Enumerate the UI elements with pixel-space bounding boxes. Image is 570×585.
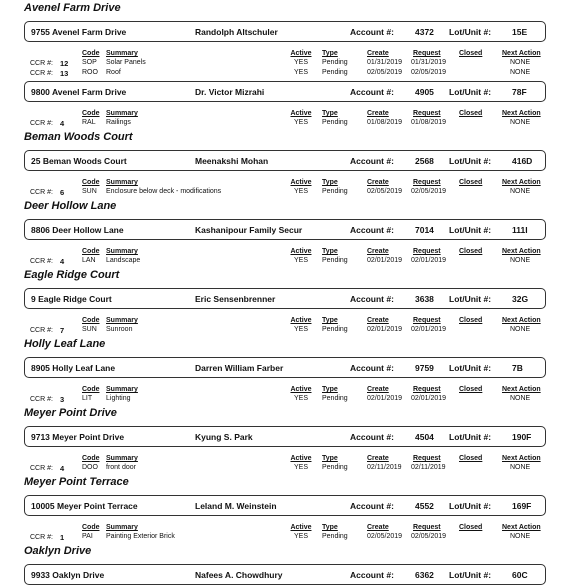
request-header: Request xyxy=(413,110,441,117)
code-header: Code xyxy=(82,179,100,186)
account-number: 3638 xyxy=(415,294,434,304)
next-action-value: NONE xyxy=(510,395,531,402)
account-number: 4504 xyxy=(415,432,434,442)
street-heading: Deer Hollow Lane xyxy=(24,200,117,212)
account-number: 4372 xyxy=(415,27,434,37)
request-header: Request xyxy=(413,50,441,57)
next-action-header: Next Action xyxy=(502,179,541,186)
account-box xyxy=(24,288,546,309)
account-box xyxy=(24,564,546,585)
ccr-label: CCR #: xyxy=(30,60,53,67)
active-header: Active xyxy=(290,110,312,117)
create-date: 02/01/2019 xyxy=(367,326,403,333)
summary-header: Summary xyxy=(106,179,138,186)
ccr-label: CCR #: xyxy=(30,70,53,77)
type-header: Type xyxy=(322,455,338,462)
type-value: Pending xyxy=(322,59,348,66)
request-header: Request xyxy=(413,179,441,186)
type-value: Pending xyxy=(322,257,348,264)
next-action-header: Next Action xyxy=(502,455,541,462)
account-label: Account #: xyxy=(350,501,394,511)
code-value: DOO xyxy=(82,464,98,471)
closed-header: Closed xyxy=(459,50,483,57)
ccr-label: CCR #: xyxy=(30,465,53,472)
request-date: 01/08/2019 xyxy=(411,119,447,126)
ccr-number: 7 xyxy=(60,326,65,335)
active-value: YES xyxy=(293,59,308,66)
active-header: Active xyxy=(290,50,312,57)
summary-header: Summary xyxy=(106,248,138,255)
closed-header: Closed xyxy=(459,524,483,531)
next-action-header: Next Action xyxy=(502,386,541,393)
active-header: Active xyxy=(290,524,312,531)
ccr-number: 4 xyxy=(60,257,65,266)
active-value: YES xyxy=(293,119,308,126)
summary-header: Summary xyxy=(106,386,138,393)
active-header: Active xyxy=(290,179,312,186)
account-box xyxy=(24,219,546,240)
ccr-label: CCR #: xyxy=(30,396,53,403)
create-date: 02/01/2019 xyxy=(367,395,403,402)
type-value: Pending xyxy=(322,395,348,402)
summary-header: Summary xyxy=(106,110,138,117)
account-number: 6362 xyxy=(415,570,434,580)
ccr-number: 6 xyxy=(60,188,65,197)
account-box xyxy=(24,21,546,42)
create-header: Create xyxy=(367,524,389,531)
active-value: YES xyxy=(293,69,308,76)
active-value: YES xyxy=(293,464,308,471)
owner-name: Kyung S. Park xyxy=(195,432,253,442)
code-header: Code xyxy=(82,248,100,255)
create-date: 01/31/2019 xyxy=(367,59,403,66)
street-heading: Holly Leaf Lane xyxy=(24,338,106,350)
create-header: Create xyxy=(367,248,389,255)
closed-header: Closed xyxy=(459,386,483,393)
request-header: Request xyxy=(413,524,441,531)
lot-unit-value: 7B xyxy=(512,363,523,373)
account-label: Account #: xyxy=(350,225,394,235)
active-header: Active xyxy=(290,248,312,255)
owner-name: Eric Sensenbrenner xyxy=(195,294,276,304)
request-header: Request xyxy=(413,248,441,255)
type-header: Type xyxy=(322,110,338,117)
lot-unit-value: 111I xyxy=(512,225,528,235)
summary-header: Summary xyxy=(106,317,138,324)
create-date: 02/05/2019 xyxy=(367,533,403,540)
account-label: Account #: xyxy=(350,156,394,166)
code-value: PAI xyxy=(82,533,93,540)
address: 9713 Meyer Point Drive xyxy=(31,432,125,442)
summary-header: Summary xyxy=(106,455,138,462)
request-date: 02/05/2019 xyxy=(411,188,447,195)
next-action-header: Next Action xyxy=(502,248,541,255)
active-value: YES xyxy=(293,533,308,540)
lot-unit-label: Lot/Unit #: xyxy=(449,87,492,97)
account-label: Account #: xyxy=(350,87,394,97)
code-header: Code xyxy=(82,524,100,531)
lot-unit-label: Lot/Unit #: xyxy=(449,27,492,37)
address: 10005 Meyer Point Terrace xyxy=(31,501,138,511)
next-action-header: Next Action xyxy=(502,524,541,531)
summary-header: Summary xyxy=(106,524,138,531)
create-date: 02/05/2019 xyxy=(367,69,403,76)
type-header: Type xyxy=(322,50,338,57)
street-heading: Meyer Point Drive xyxy=(24,407,117,419)
street-heading: Eagle Ridge Court xyxy=(24,269,120,281)
code-header: Code xyxy=(82,386,100,393)
ccr-label: CCR #: xyxy=(30,258,53,265)
type-header: Type xyxy=(322,386,338,393)
code-value: LIT xyxy=(82,395,93,402)
summary-header: Summary xyxy=(106,50,138,57)
owner-name: Kashanipour Family Secur xyxy=(195,225,303,235)
code-value: SUN xyxy=(82,188,97,195)
owner-name: Randolph Altschuler xyxy=(195,27,278,37)
account-number: 7014 xyxy=(415,225,434,235)
code-header: Code xyxy=(82,317,100,324)
lot-unit-label: Lot/Unit #: xyxy=(449,570,492,580)
next-action-value: NONE xyxy=(510,533,531,540)
next-action-value: NONE xyxy=(510,464,531,471)
next-action-header: Next Action xyxy=(502,110,541,117)
active-header: Active xyxy=(290,455,312,462)
type-value: Pending xyxy=(322,188,348,195)
closed-header: Closed xyxy=(459,248,483,255)
summary-value: Sunroon xyxy=(106,326,133,333)
owner-name: Nafees A. Chowdhury xyxy=(195,570,283,580)
code-value: RAL xyxy=(82,119,96,126)
lot-unit-value: 78F xyxy=(512,87,527,97)
lot-unit-label: Lot/Unit #: xyxy=(449,501,492,511)
closed-header: Closed xyxy=(459,110,483,117)
create-header: Create xyxy=(367,179,389,186)
next-action-value: NONE xyxy=(510,59,531,66)
closed-header: Closed xyxy=(459,179,483,186)
lot-unit-label: Lot/Unit #: xyxy=(449,225,492,235)
closed-header: Closed xyxy=(459,317,483,324)
lot-unit-label: Lot/Unit #: xyxy=(449,156,492,166)
address: 9933 Oaklyn Drive xyxy=(31,570,105,580)
request-date: 02/01/2019 xyxy=(411,395,447,402)
type-header: Type xyxy=(322,248,338,255)
account-label: Account #: xyxy=(350,363,394,373)
ccr-label: CCR #: xyxy=(30,534,53,541)
ccr-label: CCR #: xyxy=(30,189,53,196)
closed-header: Closed xyxy=(459,455,483,462)
summary-value: Railings xyxy=(106,119,131,126)
type-value: Pending xyxy=(322,464,348,471)
lot-unit-label: Lot/Unit #: xyxy=(449,432,492,442)
type-value: Pending xyxy=(322,119,348,126)
code-header: Code xyxy=(82,110,100,117)
summary-value: Painting Exterior Brick xyxy=(106,533,175,540)
lot-unit-value: 416D xyxy=(512,156,533,166)
street-heading: Beman Woods Court xyxy=(24,131,133,143)
active-value: YES xyxy=(293,326,308,333)
request-date: 01/31/2019 xyxy=(411,59,447,66)
account-number: 4905 xyxy=(415,87,434,97)
create-date: 02/05/2019 xyxy=(367,188,403,195)
account-box xyxy=(24,81,546,102)
account-box xyxy=(24,426,546,447)
request-date: 02/05/2019 xyxy=(411,69,447,76)
street-heading: Meyer Point Terrace xyxy=(24,476,129,488)
account-number: 4552 xyxy=(415,501,434,511)
active-header: Active xyxy=(290,386,312,393)
type-value: Pending xyxy=(322,326,348,333)
lot-unit-label: Lot/Unit #: xyxy=(449,363,492,373)
request-date: 02/01/2019 xyxy=(411,326,447,333)
active-value: YES xyxy=(293,188,308,195)
summary-value: Solar Panels xyxy=(106,59,146,66)
request-header: Request xyxy=(413,317,441,324)
next-action-value: NONE xyxy=(510,257,531,264)
code-header: Code xyxy=(82,50,100,57)
account-label: Account #: xyxy=(350,570,394,580)
account-number: 2568 xyxy=(415,156,434,166)
next-action-value: NONE xyxy=(510,326,531,333)
next-action-value: NONE xyxy=(510,188,531,195)
type-header: Type xyxy=(322,317,338,324)
lot-unit-value: 60C xyxy=(512,570,528,580)
owner-name: Dr. Victor Mizrahi xyxy=(195,87,265,97)
ccr-number: 4 xyxy=(60,119,65,128)
address: 9 Eagle Ridge Court xyxy=(31,294,112,304)
create-date: 01/08/2019 xyxy=(367,119,403,126)
active-header: Active xyxy=(290,317,312,324)
type-header: Type xyxy=(322,179,338,186)
code-value: SUN xyxy=(82,326,97,333)
next-action-value: NONE xyxy=(510,69,531,76)
summary-value: Enclosure below deck - modifications xyxy=(106,188,222,195)
ccr-label: CCR #: xyxy=(30,327,53,334)
address: 8806 Deer Hollow Lane xyxy=(31,225,124,235)
create-header: Create xyxy=(367,110,389,117)
ccr-number: 13 xyxy=(60,69,69,78)
summary-value: Roof xyxy=(106,69,121,76)
address: 8905 Holly Leaf Lane xyxy=(31,363,116,373)
request-date: 02/05/2019 xyxy=(411,533,447,540)
account-number: 9759 xyxy=(415,363,434,373)
owner-name: Darren William Farber xyxy=(195,363,284,373)
account-box xyxy=(24,495,546,516)
owner-name: Meenakshi Mohan xyxy=(195,156,269,166)
lot-unit-label: Lot/Unit #: xyxy=(449,294,492,304)
code-value: ROO xyxy=(82,69,98,76)
ccr-number: 3 xyxy=(60,395,65,404)
create-header: Create xyxy=(367,455,389,462)
code-value: SOP xyxy=(82,59,97,66)
account-label: Account #: xyxy=(350,294,394,304)
code-value: LAN xyxy=(82,257,96,264)
street-heading: Avenel Farm Drive xyxy=(24,2,121,14)
type-value: Pending xyxy=(322,533,348,540)
create-date: 02/11/2019 xyxy=(367,464,402,471)
next-action-header: Next Action xyxy=(502,50,541,57)
ccr-number: 12 xyxy=(60,59,69,68)
account-label: Account #: xyxy=(350,27,394,37)
address: 9755 Avenel Farm Drive xyxy=(31,27,127,37)
account-label: Account #: xyxy=(350,432,394,442)
request-header: Request xyxy=(413,455,441,462)
account-box xyxy=(24,357,546,378)
lot-unit-value: 15E xyxy=(512,27,528,37)
request-date: 02/01/2019 xyxy=(411,257,447,264)
account-box xyxy=(24,150,546,171)
summary-value: front door xyxy=(106,464,136,471)
type-value: Pending xyxy=(322,69,348,76)
create-header: Create xyxy=(367,50,389,57)
summary-value: Lighting xyxy=(106,395,131,402)
create-header: Create xyxy=(367,317,389,324)
address: 9800 Avenel Farm Drive xyxy=(31,87,127,97)
ccr-label: CCR #: xyxy=(30,120,53,127)
next-action-header: Next Action xyxy=(502,317,541,324)
active-value: YES xyxy=(293,257,308,264)
lot-unit-value: 32G xyxy=(512,294,529,304)
lot-unit-value: 190F xyxy=(512,432,532,442)
create-date: 02/01/2019 xyxy=(367,257,403,264)
type-header: Type xyxy=(322,524,338,531)
request-date: 02/11/2019 xyxy=(411,464,446,471)
owner-name: Leland M. Weinstein xyxy=(195,501,277,511)
code-header: Code xyxy=(82,455,100,462)
create-header: Create xyxy=(367,386,389,393)
summary-value: Landscape xyxy=(106,257,141,264)
address: 25 Beman Woods Court xyxy=(31,156,127,166)
ccr-number: 1 xyxy=(60,533,65,542)
ccr-number: 4 xyxy=(60,464,65,473)
next-action-value: NONE xyxy=(510,119,531,126)
lot-unit-value: 169F xyxy=(512,501,532,511)
street-heading: Oaklyn Drive xyxy=(24,545,92,557)
active-value: YES xyxy=(293,395,308,402)
request-header: Request xyxy=(413,386,441,393)
